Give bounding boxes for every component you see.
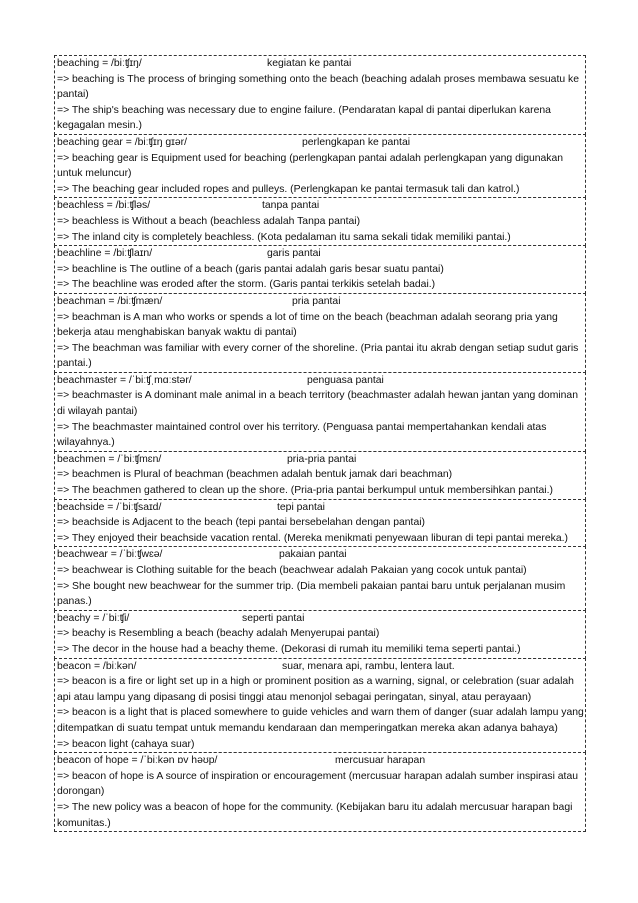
entry-header bbox=[57, 246, 584, 262]
entry-header bbox=[57, 373, 584, 389]
definition-line: => beacon of hope is A source of inspiration or encouragement (mercusuar harapan adalah sumber inspirasi atau dorongan) bbox=[57, 770, 579, 798]
definition-line: => beachside is Adjacent to the beach (tepi pantai bersebelahan dengan pantai) bbox=[57, 517, 425, 529]
translation: tepi pantai bbox=[277, 501, 325, 513]
translation: penguasa pantai bbox=[307, 374, 384, 386]
example-line: => The ship's beaching was necessary due to engine failure. (Pendaratan kapal di pantai diperlukan karena kegagalan mesin.) bbox=[57, 104, 551, 132]
definition-line: => beachman is A man who works or spends a lot of time on the beach (beachman adalah seorang pria yang bekerja atau menghabiskan banyak waktu di pantai) bbox=[57, 311, 558, 339]
definition-line: => beaching gear is Equipment used for beaching (perlengkapan pantai adalah perlengkapan yang digunakan untuk meluncur) bbox=[57, 152, 564, 180]
entry-header bbox=[57, 500, 584, 516]
headword: beachline = /biːʧlaɪn/ bbox=[57, 248, 153, 260]
example-line: => beacon light (cahaya suar) bbox=[57, 738, 195, 750]
entry-header bbox=[57, 659, 584, 675]
example-line: => She bought new beachwear for the summer trip. (Dia membeli pakaian pantai baru untuk perjalanan musim panas.) bbox=[57, 580, 566, 608]
glossary-entry bbox=[54, 499, 586, 548]
example-line: => The beachman was familiar with every corner of the shoreline. (Pria pantai itu akrab dengan setiap sudut garis pantai.) bbox=[57, 342, 579, 370]
example-line: => The inland city is completely beachless. (Kota pedalaman itu sama sekali tidak memiliki pantai.) bbox=[57, 231, 511, 243]
translation: suar, menara api, rambu, lentera laut. bbox=[282, 660, 455, 672]
glossary-entry bbox=[54, 293, 586, 373]
example-line: => beacon is a light that is placed somewhere to guide vehicles and warn them of danger (suar adalah lampu yang ditempatkan di suatu tempat untuk memandu kendaraan dan memperingatkan mereka akan adanya bahaya) bbox=[57, 707, 584, 734]
glossary-entry bbox=[54, 451, 586, 500]
translation: seperti pantai bbox=[242, 612, 305, 624]
entry-header bbox=[57, 135, 584, 151]
headword: beacon of hope = /ˈbiːkən ɒv həʊp/ bbox=[57, 755, 218, 767]
glossary-entry bbox=[54, 546, 586, 610]
entry-header bbox=[57, 611, 584, 627]
glossary-entry bbox=[54, 134, 586, 198]
glossary-entry bbox=[54, 658, 586, 754]
headword: beaching gear = /biːʧɪŋ ɡɪər/ bbox=[57, 136, 187, 148]
entry-header bbox=[57, 547, 584, 563]
translation: garis pantai bbox=[267, 248, 321, 260]
translation: tanpa pantai bbox=[262, 200, 320, 212]
definition-line: => beachless is Without a beach (beachless adalah Tanpa pantai) bbox=[57, 215, 361, 227]
glossary-entry bbox=[54, 610, 586, 659]
example-line: => The beachmen gathered to clean up the shore. (Pria-pria pantai berkumpul untuk membersihkan pantai.) bbox=[57, 485, 553, 497]
glossary-entry bbox=[54, 372, 586, 452]
translation: kegiatan ke pantai bbox=[267, 58, 352, 69]
entry-header bbox=[57, 198, 584, 214]
example-line: => They enjoyed their beachside vacation rental. (Mereka menikmati penyewaan liburan di tepi pantai mereka.) bbox=[57, 532, 568, 544]
translation: mercusuar harapan bbox=[335, 755, 426, 767]
example-line: => The beaching gear included ropes and pulleys. (Perlengkapan ke pantai termasuk tali dan katrol.) bbox=[57, 183, 520, 195]
definition-line: => beachwear is Clothing suitable for the beach (beachwear adalah Pakaian yang cocok untuk pantai) bbox=[57, 565, 527, 576]
glossary-list bbox=[54, 56, 586, 832]
example-line: => The decor in the house had a beachy theme. (Dekorasi di rumah itu memiliki tema seperti pantai.) bbox=[57, 643, 521, 655]
translation: pria pantai bbox=[292, 295, 341, 307]
definition-line: => beachy is Resembling a beach (beachy adalah Menyerupai pantai) bbox=[57, 628, 380, 640]
glossary-entry bbox=[54, 197, 586, 246]
example-line: => The beachmaster maintained control over his territory. (Penguasa pantai mempertahankan kendali atas wilayahnya.) bbox=[57, 421, 547, 449]
headword: beachy = /ˈbiːʧi/ bbox=[57, 612, 130, 624]
headword: beacon = /biːkən/ bbox=[57, 660, 137, 672]
headword: beachside = /ˈbiːʧsaɪd/ bbox=[57, 501, 162, 513]
definition-line: => beaching is The process of bringing something onto the beach (beaching adalah proses membawa sesuatu ke pantai) bbox=[57, 73, 579, 101]
translation: pakaian pantai bbox=[279, 549, 347, 561]
definition-line: => beachmaster is A dominant male animal in a beach territory (beachmaster adalah hewan jantan yang dominan di wilayah pantai) bbox=[57, 390, 578, 418]
headword: beachman = /biːʧmæn/ bbox=[57, 295, 163, 307]
definition-line: => beachline is The outline of a beach (garis pantai adalah garis besar suatu pantai) bbox=[57, 263, 444, 275]
glossary-entry bbox=[54, 245, 586, 294]
headword: beachmen = /ˈbiːʧmɛn/ bbox=[57, 453, 162, 465]
translation: perlengkapan ke pantai bbox=[302, 136, 411, 148]
entry-header bbox=[57, 452, 584, 468]
example-line: => The new policy was a beacon of hope for the community. (Kebijakan baru itu adalah mercusuar harapan bagi komunitas.) bbox=[57, 801, 573, 829]
glossary-entry bbox=[54, 752, 586, 832]
glossary-entry bbox=[54, 55, 586, 135]
headword: beaching = /biːʧɪŋ/ bbox=[57, 58, 142, 69]
translation: pria-pria pantai bbox=[287, 453, 357, 465]
example-line: => The beachline was eroded after the storm. (Garis pantai terkikis setelah badai.) bbox=[57, 279, 436, 291]
definition-line: => beacon is a fire or light set up in a high or prominent position as a warning, signal, or celebration (suar adalah api atau lampu yang dipasang di posisi tinggi atau menonjol sebagai peringatan, sinyal, atau perayaan) bbox=[57, 676, 574, 703]
definition-line: => beachmen is Plural of beachman (beachmen adalah bentuk jamak dari beachman) bbox=[57, 469, 453, 481]
headword: beachmaster = /ˈbiːʧˌmɑːstər/ bbox=[57, 374, 192, 386]
headword: beachless = /biːʧləs/ bbox=[57, 200, 151, 212]
entry-header bbox=[57, 753, 584, 769]
entry-header bbox=[57, 56, 584, 72]
headword: beachwear = /ˈbiːʧwɛə/ bbox=[57, 549, 163, 561]
entry-header bbox=[57, 294, 584, 310]
